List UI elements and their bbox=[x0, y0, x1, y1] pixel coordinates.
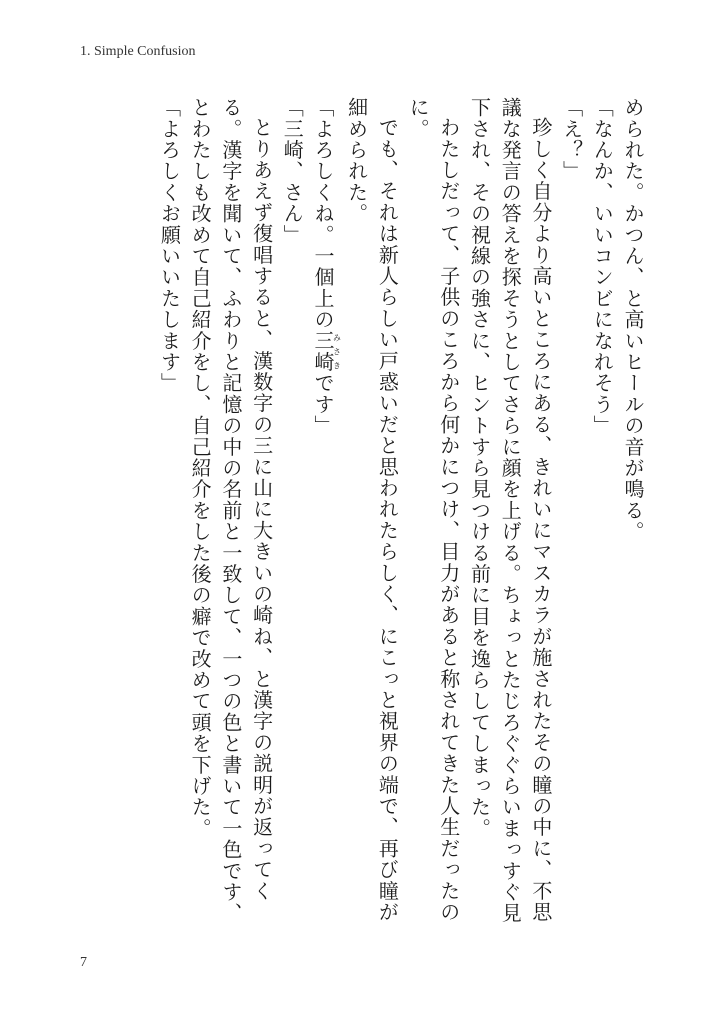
ruby-reading: みさき bbox=[332, 330, 342, 373]
dialogue-line: 「なんか、いいコンビになれそう」 bbox=[590, 97, 615, 437]
dialogue-line: 「え？」 bbox=[559, 97, 584, 182]
dialogue-text-after: です」 bbox=[310, 372, 335, 437]
vertical-text-body bbox=[108, 97, 648, 937]
name-ruby bbox=[310, 330, 342, 373]
running-header: 1. Simple Confusion bbox=[80, 44, 196, 59]
dialogue-line-with-ruby bbox=[307, 97, 341, 937]
paragraph: わたしだって、子供のころから何かにつけ、目力があると称されてきた人生だったのに。 bbox=[406, 97, 461, 923]
ruby-base: 三崎 bbox=[310, 330, 335, 373]
page-number: 7 bbox=[80, 955, 87, 970]
paragraph: められた。かつん、と高いヒールの音が鳴る。 bbox=[621, 97, 645, 543]
paragraph: とりあえず復唱すると、漢数字の三に山に大きいの崎ね、と漢字の説明が返ってくる。漢字を聞いて、ふわりと記憶の中の名前と一致して、一つの色と書いて一色です、とわたしも改めて自己紹介をし、自己紹介をした後の癖で改めて頭を下げた。 bbox=[188, 97, 274, 924]
paragraph: でも、それは新人らしい戸惑いだと思われたらしく、にこっと視界の端で、再び瞳が細められた。 bbox=[344, 97, 400, 923]
paragraph: 珍しく自分より高いところにある、きれいにマスカラが施されたその瞳の中に、不思議な発言の答えを探そうとしてさらに顔を上げる。ちょっとたじろぐぐらいまっすぐ見下され、その視線の強さに、ヒントすら見つける前に目を逸らしてしまった。 bbox=[467, 97, 553, 924]
dialogue-line: 「三崎、さん」 bbox=[280, 97, 305, 246]
dialogue-line: 「よろしくお願いいたします」 bbox=[157, 97, 182, 394]
dialogue-text-before: 「よろしくね。一個上の bbox=[310, 97, 335, 331]
